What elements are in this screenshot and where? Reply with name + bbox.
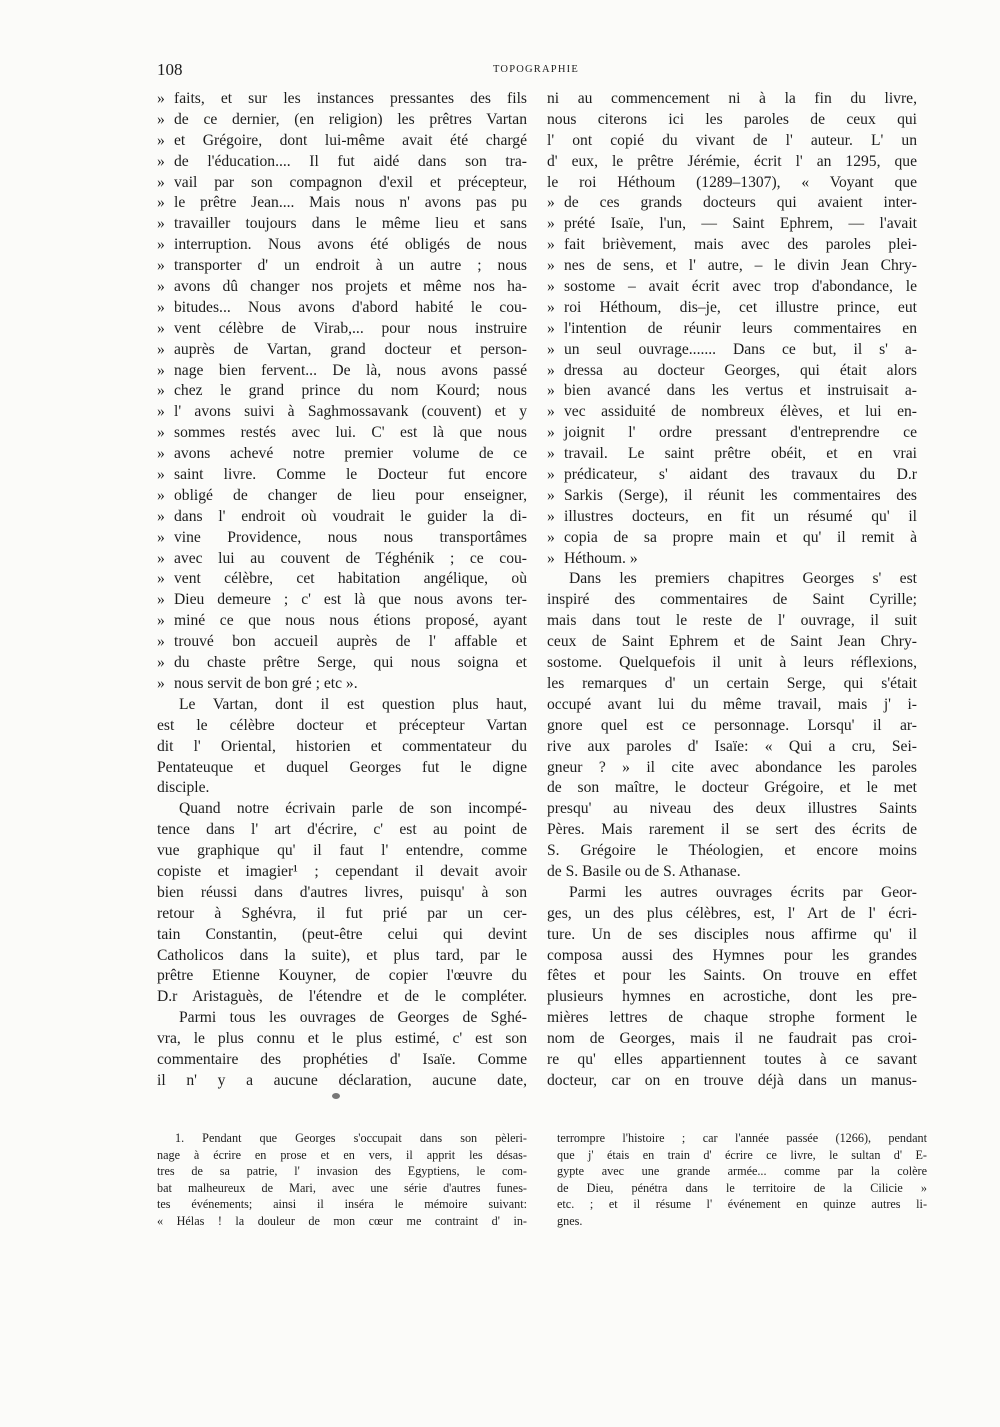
line-text: du chaste prêtre Serge, qui nous soigna et bbox=[174, 654, 527, 672]
line-text: sostome – avait écrit avec trop d'abondance, le bbox=[564, 278, 917, 296]
line-text: tain Constantin, (peut-être celui qui devint bbox=[157, 925, 527, 943]
text-line bbox=[557, 1163, 927, 1180]
line-text: dit l' Oriental, historien et commentateur du bbox=[157, 737, 527, 755]
line-text: Pentateuque et duquel Georges fut le digne bbox=[157, 758, 527, 776]
line-text: Héthoum. » bbox=[564, 549, 638, 567]
line-text: docteur, car on en trouve déjà dans un manus- bbox=[547, 1071, 917, 1089]
line-text: chez le grand prince du nom Kourd; nous bbox=[174, 382, 527, 400]
quote-mark: » bbox=[157, 340, 165, 358]
line-text: interruption. Nous avons été obligés de nous bbox=[174, 236, 527, 254]
line-text: les remarques d' un certain Serge, qui s'était bbox=[547, 674, 917, 692]
text-line bbox=[157, 611, 527, 632]
line-text: l'intention de réunir leurs commentaires en bbox=[564, 319, 917, 337]
line-text: bat malheureux de Mari, avec une série d'autres funes- bbox=[157, 1180, 527, 1195]
text-line bbox=[547, 1029, 917, 1050]
text-line bbox=[157, 298, 527, 319]
quote-mark: » bbox=[157, 403, 165, 421]
quote-mark: » bbox=[157, 319, 165, 337]
line-text: ni au commencement ni à la fin du livre, bbox=[547, 90, 917, 107]
line-text: vine Providence, nous nous transportâmes bbox=[174, 528, 527, 546]
text-line bbox=[547, 89, 917, 110]
quote-mark: » bbox=[547, 340, 555, 358]
text-line bbox=[547, 235, 917, 256]
text-line bbox=[157, 507, 527, 528]
line-text: Sarkis (Serge), il réunit les commentaires des bbox=[564, 486, 917, 504]
text-line bbox=[547, 925, 917, 946]
text-line bbox=[557, 1180, 927, 1197]
text-line bbox=[547, 966, 917, 987]
text-line bbox=[157, 799, 527, 820]
text-line bbox=[157, 883, 527, 904]
text-line bbox=[157, 695, 527, 716]
footnote-right-column bbox=[557, 1130, 927, 1230]
quote-mark: » bbox=[157, 424, 165, 442]
text-line bbox=[547, 653, 917, 674]
text-line bbox=[157, 319, 527, 340]
text-line bbox=[547, 695, 917, 716]
line-text: de l'éducation.... Il fut aidé dans son tra- bbox=[174, 152, 527, 170]
line-text: mais dans tout le reste de l' ouvrage, il suit bbox=[547, 612, 917, 630]
text-line bbox=[157, 173, 527, 194]
quote-mark: » bbox=[157, 90, 165, 107]
text-line bbox=[157, 904, 527, 925]
quote-mark: » bbox=[157, 549, 165, 567]
text-line bbox=[547, 1008, 917, 1029]
line-text: nous citerons ici les paroles de ceux qui bbox=[547, 110, 917, 128]
line-text: commentaire des prophéties d' Isaïe. Comme bbox=[157, 1050, 527, 1068]
quote-mark: » bbox=[157, 591, 165, 609]
line-text: un seul ouvrage....... Dans ce but, il s' a- bbox=[564, 340, 917, 358]
text-line bbox=[547, 110, 917, 131]
text-line bbox=[557, 1213, 927, 1230]
text-line bbox=[157, 423, 527, 444]
text-line bbox=[157, 486, 527, 507]
text-line bbox=[547, 716, 917, 737]
text-line bbox=[547, 361, 917, 382]
line-text: D.r Aristaguès, de l'étendre et de le compléter. bbox=[157, 988, 527, 1006]
line-text: travailler toujours dans le même lieu et sans bbox=[174, 215, 527, 233]
line-text: Pères. Mais rarement il se sert des écrits de bbox=[547, 821, 917, 839]
line-text: « Hélas ! la douleur de mon cœur me contraint d' in- bbox=[157, 1213, 527, 1228]
line-text: inspiré des commentaires de Saint Cyrille; bbox=[547, 591, 917, 609]
text-line bbox=[157, 716, 527, 737]
text-line bbox=[157, 653, 527, 674]
line-text: saint livre. Comme le Docteur fut encore bbox=[174, 466, 527, 484]
line-text: Quand notre écrivain parle de son incompé- bbox=[179, 800, 527, 818]
text-line bbox=[547, 507, 917, 528]
quote-mark: » bbox=[157, 278, 165, 296]
ink-mark bbox=[332, 1093, 340, 1099]
line-text: joignit l' ordre pressant d'entreprendre ce bbox=[564, 424, 917, 442]
line-text: de ces grands docteurs qui avaient inter- bbox=[564, 194, 917, 212]
text-line bbox=[547, 1071, 917, 1092]
text-line bbox=[557, 1130, 927, 1147]
line-text: avons dû changer nos projets et même nos ha- bbox=[174, 278, 527, 296]
line-text: gnore quel est ce personnage. Lorsqu' il ar- bbox=[547, 716, 917, 734]
footnote-left-column bbox=[157, 1130, 527, 1230]
text-line bbox=[157, 465, 527, 486]
text-line bbox=[157, 590, 527, 611]
line-text: occupé avant lui du même travail, mais j' i- bbox=[547, 695, 917, 713]
line-text: Dans les premiers chapitres Georges s' est bbox=[569, 570, 917, 588]
line-text: disciple. bbox=[157, 779, 210, 797]
quote-mark: » bbox=[547, 319, 555, 337]
text-line bbox=[157, 841, 527, 862]
text-line bbox=[547, 946, 917, 967]
text-line bbox=[157, 1163, 527, 1180]
line-text: de son maître, le docteur Grégoire, et le met bbox=[547, 779, 917, 797]
text-line bbox=[547, 611, 917, 632]
line-text: vra, le plus connu et le plus estimé, c' est son bbox=[157, 1030, 527, 1048]
line-text: vent célèbre de Virab,... pour nous instruire bbox=[174, 319, 527, 337]
quote-mark: » bbox=[157, 382, 165, 400]
text-line bbox=[547, 423, 917, 444]
text-line bbox=[157, 1180, 527, 1197]
text-line bbox=[547, 1050, 917, 1071]
quote-mark: » bbox=[547, 215, 555, 233]
text-line bbox=[547, 904, 917, 925]
quote-mark: » bbox=[547, 549, 555, 567]
quote-mark: » bbox=[547, 236, 555, 254]
line-text: dans l' endroit où voudrait le guider la di- bbox=[174, 507, 527, 525]
line-text: avons achevé notre premier volume de ce bbox=[174, 445, 527, 463]
line-text: fait brièvement, mais avec des paroles plei- bbox=[564, 236, 917, 254]
text-line bbox=[547, 987, 917, 1008]
quote-mark: » bbox=[547, 257, 555, 275]
line-text: et Grégoire, dont lui-même avait été chargé bbox=[174, 131, 527, 149]
text-line bbox=[157, 778, 527, 799]
text-line bbox=[157, 235, 527, 256]
text-line bbox=[157, 946, 527, 967]
quote-mark: » bbox=[157, 194, 165, 212]
quote-mark: » bbox=[547, 507, 555, 525]
text-line bbox=[547, 340, 917, 361]
text-line bbox=[157, 737, 527, 758]
line-text: faits, et sur les instances pressantes des fils bbox=[174, 90, 527, 107]
line-text: plusieurs hymnes en acrostiche, dont les pre- bbox=[547, 988, 917, 1006]
line-text: retour à Sghévra, il fut prié par un cer- bbox=[157, 904, 527, 922]
line-text: est le célèbre docteur et précepteur Vartan bbox=[157, 716, 527, 734]
text-line bbox=[157, 340, 527, 361]
text-line bbox=[547, 528, 917, 549]
text-line bbox=[547, 758, 917, 779]
quote-mark: » bbox=[157, 298, 165, 316]
line-text: re qu' elles appartiennent toutes à ce savant bbox=[547, 1050, 917, 1068]
text-line bbox=[547, 841, 917, 862]
text-line bbox=[157, 987, 527, 1008]
quote-mark: » bbox=[547, 278, 555, 296]
line-text: Dieu demeure ; c' est là que nous avons ter- bbox=[174, 591, 527, 609]
line-text: trouvé bon accueil auprès de l' affable et bbox=[174, 633, 527, 651]
line-text: composa aussi des Hymnes pour les grandes bbox=[547, 946, 917, 964]
line-text: Parmi les autres ouvrages écrits par Geor- bbox=[569, 883, 917, 901]
line-text: bien réussi dans d'autres livres, puisqu' à son bbox=[157, 883, 527, 901]
line-text: tes événements; ainsi il inséra le mémoire suivant: bbox=[157, 1197, 527, 1212]
quote-mark: » bbox=[157, 257, 165, 275]
line-text: presqu' au niveau des deux illustres Saints bbox=[547, 800, 917, 818]
line-text: Catholicos dans la suite), et plus tard, par le bbox=[157, 946, 527, 964]
text-line bbox=[157, 256, 527, 277]
text-line bbox=[547, 152, 917, 173]
text-line bbox=[547, 486, 917, 507]
line-text: nage à écrire en prose et en vers, il apprit les désas- bbox=[157, 1147, 527, 1162]
line-text: nom de Georges, mais il ne faudrait pas croi- bbox=[547, 1030, 917, 1048]
line-text: vent célèbre, cet habitation angélique, où bbox=[174, 570, 527, 588]
line-text: terrompre l'histoire ; car l'année passée (1266), pendant bbox=[557, 1131, 927, 1145]
quote-mark: » bbox=[157, 236, 165, 254]
line-text: dressa au docteur Georges, qui était alors bbox=[564, 361, 917, 379]
line-text: vue graphique qu' il faut l' entendre, comme bbox=[157, 842, 527, 860]
quote-mark: » bbox=[157, 215, 165, 233]
quote-mark: » bbox=[157, 612, 165, 630]
running-head: TOPOGRAPHIE bbox=[493, 64, 579, 75]
text-line bbox=[547, 632, 917, 653]
quote-mark: » bbox=[157, 110, 165, 128]
line-text: ceux de Saint Ephrem et de Saint Jean Chry- bbox=[547, 633, 917, 651]
line-text: sostome. Quelquefois il unit à leurs réflexions, bbox=[547, 654, 917, 672]
text-line bbox=[547, 193, 917, 214]
quote-mark: » bbox=[157, 173, 165, 191]
quote-mark: » bbox=[547, 486, 555, 504]
text-line bbox=[157, 1196, 527, 1213]
line-text: de ce dernier, (en religion) les prêtres Vartan bbox=[174, 110, 527, 128]
text-line bbox=[547, 444, 917, 465]
text-line bbox=[157, 402, 527, 423]
text-line bbox=[157, 674, 527, 695]
line-text: 1. Pendant que Georges s'occupait dans son pèleri- bbox=[175, 1131, 527, 1145]
line-text: mières lettres de chaque strophe forment le bbox=[547, 1009, 917, 1027]
quote-mark: » bbox=[547, 361, 555, 379]
line-text: nes de sens, et l' autre, – le divin Jean Chry- bbox=[564, 257, 917, 275]
line-text: prêtre Etienne Kouyner, de copier l'œuvre du bbox=[157, 967, 527, 985]
text-line bbox=[547, 799, 917, 820]
text-line bbox=[157, 89, 527, 110]
text-line bbox=[157, 1213, 527, 1230]
line-text: sommes restés avec lui. C' est là que nous bbox=[174, 424, 527, 442]
line-text: auprès de Vartan, grand docteur et person- bbox=[174, 340, 527, 358]
quote-mark: » bbox=[547, 382, 555, 400]
text-line bbox=[547, 381, 917, 402]
line-text: il n' y a aucune déclaration, aucune date, bbox=[157, 1071, 527, 1089]
quote-mark: » bbox=[547, 445, 555, 463]
line-text: avec lui au couvent de Téghénik ; ce cou- bbox=[174, 549, 527, 567]
line-text: gypte avec une grande armée... comme par la colère bbox=[557, 1164, 927, 1179]
quote-mark: » bbox=[547, 403, 555, 421]
page-number: 108 bbox=[157, 60, 183, 79]
text-line bbox=[547, 131, 917, 152]
text-line bbox=[157, 1130, 527, 1147]
right-column bbox=[547, 89, 917, 1092]
text-line bbox=[547, 737, 917, 758]
line-text: S. Grégoire le Théologien, et encore moins bbox=[547, 842, 917, 860]
line-text: obligé de changer de lieu pour enseigner, bbox=[174, 486, 527, 504]
line-text: ges, un des plus célèbres, est, l' Art de l' écri- bbox=[547, 904, 917, 922]
text-line bbox=[547, 319, 917, 340]
text-line bbox=[547, 820, 917, 841]
text-line bbox=[547, 883, 917, 904]
text-line bbox=[547, 569, 917, 590]
text-line bbox=[557, 1196, 927, 1213]
text-line bbox=[157, 925, 527, 946]
line-text: nage bien fervent... De là, nous avons passé bbox=[174, 361, 527, 379]
line-text: ture. Un de ses disciples nous affirme qu' il bbox=[547, 925, 917, 943]
line-text: vec assiduité de nombreux élèves, et lui en- bbox=[564, 403, 917, 421]
line-text: travail. Le saint prêtre obéit, et en vrai bbox=[564, 445, 917, 463]
text-line bbox=[157, 528, 527, 549]
line-text: nous servit de bon gré ; etc ». bbox=[174, 674, 358, 692]
line-text: copia de sa propre main et qu' il remit à bbox=[564, 528, 917, 546]
text-line bbox=[157, 1147, 527, 1164]
text-line bbox=[157, 758, 527, 779]
text-line bbox=[547, 173, 917, 194]
quote-mark: » bbox=[157, 152, 165, 170]
text-line bbox=[157, 152, 527, 173]
text-line bbox=[157, 569, 527, 590]
line-text: rive aux paroles d' Isaïe: « Qui a cru, Sei- bbox=[547, 737, 917, 755]
text-line bbox=[157, 862, 527, 883]
quote-mark: » bbox=[157, 445, 165, 463]
line-text: Le Vartan, dont il est question plus haut, bbox=[179, 695, 527, 713]
quote-mark: » bbox=[547, 424, 555, 442]
line-text: illustres docteurs, en fit un résumé qu' il bbox=[564, 507, 917, 525]
line-text: d' eux, le prêtre Jérémie, écrit l' an 1295, que bbox=[547, 152, 917, 170]
text-line bbox=[157, 632, 527, 653]
text-line bbox=[157, 549, 527, 570]
line-text: Parmi tous les ouvrages de Georges de Sghé- bbox=[179, 1009, 527, 1027]
line-text: le roi Héthoum (1289–1307), « Voyant que bbox=[547, 173, 917, 191]
quote-mark: » bbox=[157, 570, 165, 588]
quote-mark: » bbox=[157, 131, 165, 149]
text-line bbox=[157, 381, 527, 402]
text-line bbox=[157, 820, 527, 841]
line-text: miné ce que nous nous étions proposé, ayant bbox=[174, 612, 527, 630]
text-line bbox=[547, 298, 917, 319]
quote-mark: » bbox=[157, 654, 165, 672]
text-line bbox=[547, 256, 917, 277]
quote-mark: » bbox=[157, 486, 165, 504]
text-line bbox=[547, 590, 917, 611]
line-text: tence dans l' art d'écrire, c' est au point de bbox=[157, 821, 527, 839]
text-line bbox=[157, 277, 527, 298]
text-line bbox=[547, 674, 917, 695]
quote-mark: » bbox=[157, 633, 165, 651]
line-text: gnes. bbox=[557, 1213, 583, 1228]
quote-mark: » bbox=[547, 528, 555, 546]
text-line bbox=[547, 214, 917, 235]
quote-mark: » bbox=[157, 361, 165, 379]
text-line bbox=[157, 1008, 527, 1029]
text-line bbox=[557, 1147, 927, 1164]
text-line bbox=[157, 214, 527, 235]
line-text: gneur ? » il cite avec abondance les paroles bbox=[547, 758, 917, 776]
line-text: l' ont copié du vivant de l' auteur. L' un bbox=[547, 131, 917, 149]
text-line bbox=[157, 966, 527, 987]
line-text: que j' étais en train d' écrire ce livre, le sultan d' E- bbox=[557, 1147, 927, 1162]
line-text: vail par son compagnon d'exil et précepteur, bbox=[174, 173, 527, 191]
quote-mark: » bbox=[157, 528, 165, 546]
text-line bbox=[157, 193, 527, 214]
text-line bbox=[157, 131, 527, 152]
text-line bbox=[547, 862, 917, 883]
text-line bbox=[157, 1029, 527, 1050]
text-line bbox=[157, 361, 527, 382]
quote-mark: » bbox=[157, 674, 165, 692]
text-line bbox=[157, 1071, 527, 1092]
line-text: prédicateur, s' aidant des travaux du D.r bbox=[564, 466, 917, 484]
quote-mark: » bbox=[157, 507, 165, 525]
line-text: prété Isaïe, l'un, — Saint Ephrem, — l'avait bbox=[564, 215, 917, 233]
line-text: transporter d' un endroit à un autre ; nous bbox=[174, 257, 527, 275]
line-text: bien avancé dans les vertus et instruisait a- bbox=[564, 382, 917, 400]
line-text: etc. ; et il résume l' événement en quinze autres li- bbox=[557, 1197, 927, 1212]
text-line bbox=[547, 277, 917, 298]
line-text: de S. Basile ou de S. Athanase. bbox=[547, 862, 741, 880]
line-text: copiste et imagier¹ ; cependant il devait avoir bbox=[157, 862, 527, 880]
text-line bbox=[547, 465, 917, 486]
text-line bbox=[157, 110, 527, 131]
quote-mark: » bbox=[157, 466, 165, 484]
quote-mark: » bbox=[547, 298, 555, 316]
text-line bbox=[547, 778, 917, 799]
left-column bbox=[157, 89, 527, 1092]
line-text: tres de sa patrie, l' invasion des Egyptiens, le com- bbox=[157, 1164, 527, 1179]
text-line bbox=[157, 1050, 527, 1071]
line-text: le prêtre Jean.... Mais nous n' avons pas pu bbox=[174, 194, 527, 212]
text-line bbox=[547, 402, 917, 423]
line-text: roi Héthoum, dis–je, cet illustre prince, eut bbox=[564, 298, 917, 316]
line-text: fêtes et pour les Saints. On trouve en effet bbox=[547, 967, 917, 985]
quote-mark: » bbox=[547, 194, 555, 212]
line-text: de Dieu, pénétra dans le territoire de la Cilicie » bbox=[557, 1180, 927, 1195]
text-line bbox=[547, 549, 917, 570]
quote-mark: » bbox=[547, 466, 555, 484]
line-text: l' avons suivi à Saghmossavank (couvent) et y bbox=[174, 403, 527, 421]
line-text: bitudes... Nous avons d'abord habité le cou- bbox=[174, 298, 527, 316]
text-line bbox=[157, 444, 527, 465]
